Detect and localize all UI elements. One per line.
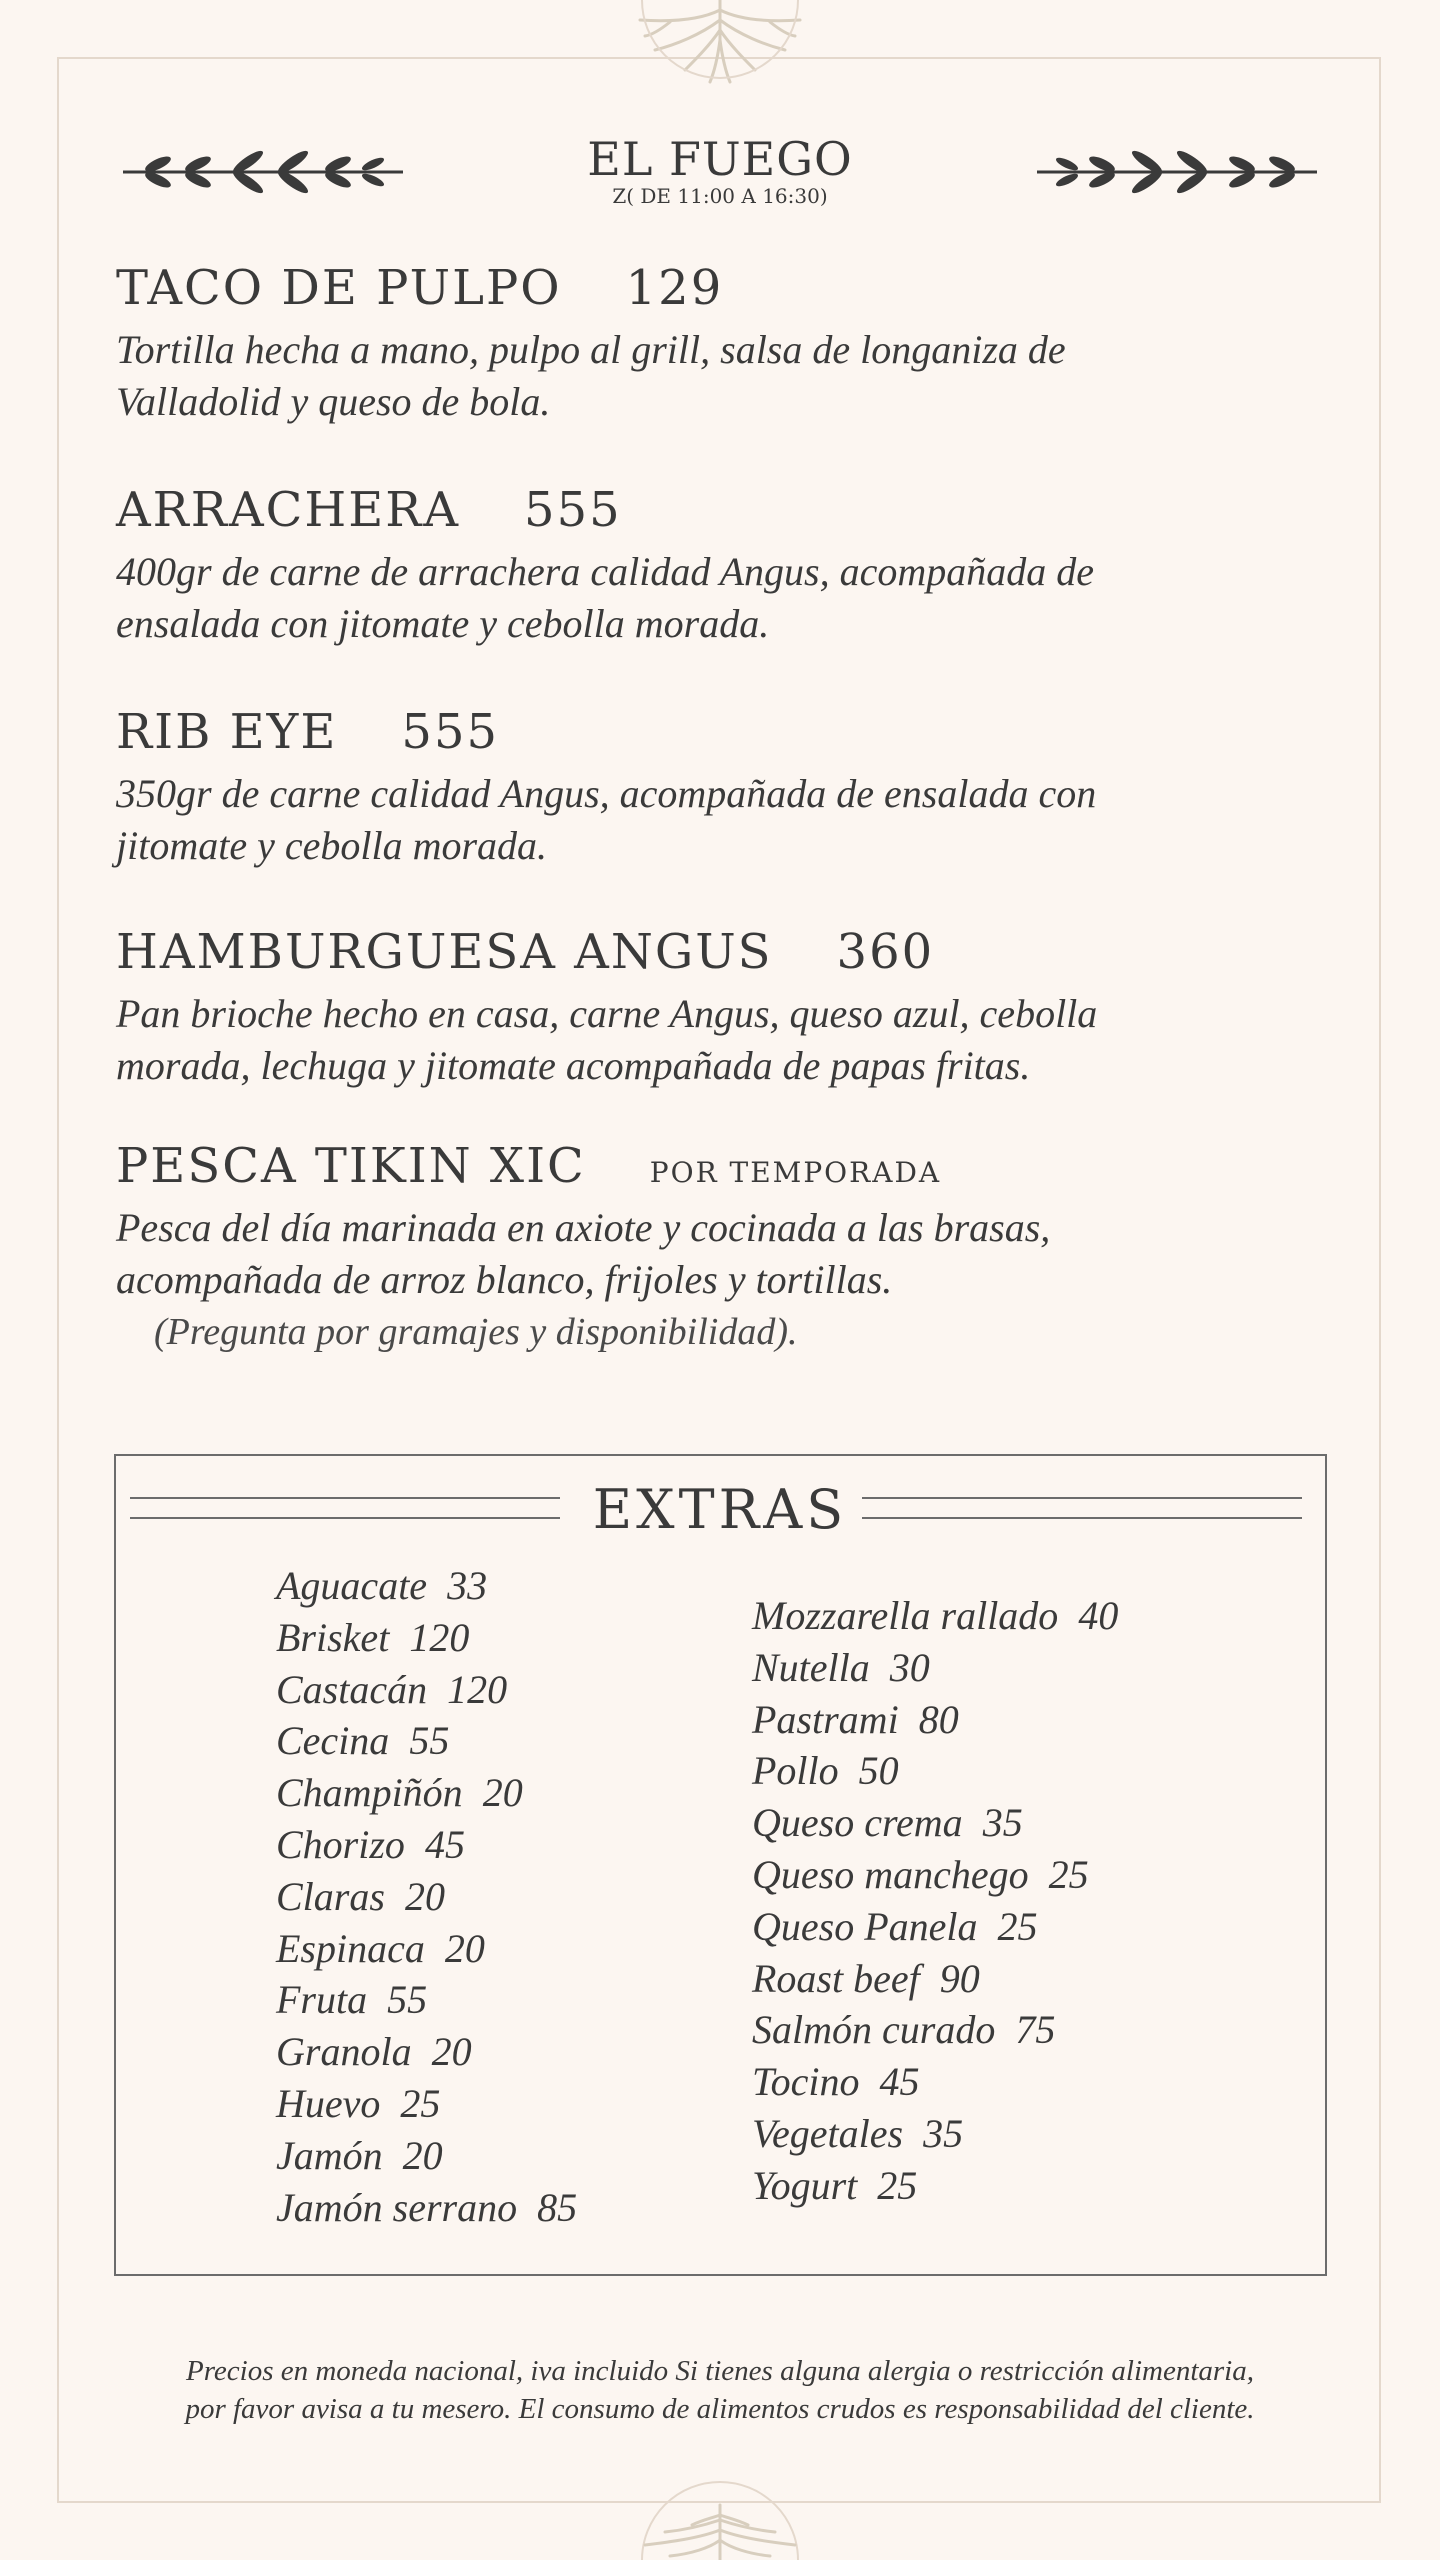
extra-name: Vegetales (752, 2110, 904, 2156)
extra-price: 45 (879, 2059, 920, 2105)
dish-item (116, 924, 1336, 1092)
extra-name: Tocino (752, 2059, 860, 2105)
extra-item (752, 1590, 1118, 1642)
dish-header (116, 260, 1336, 316)
dish-price: POR TEMPORADA (649, 1156, 942, 1189)
extra-item (752, 2004, 1118, 2056)
extra-name: Brisket (276, 1614, 390, 1660)
section-hours: Z( DE 11:00 A 16:30) (612, 184, 828, 208)
extra-price: 120 (409, 1614, 470, 1660)
dish-description-line: 400gr de carne de arrachera calidad Angus, acompañada de (116, 549, 1095, 594)
extra-name: Pollo (752, 1748, 839, 1794)
extra-price: 25 (997, 1903, 1038, 1949)
extra-item (752, 2160, 1118, 2212)
extra-item (752, 1901, 1118, 1953)
dish-description-line: acompañada de arroz blanco, frijoles y tortillas. (116, 1257, 893, 1302)
dish-note: (Pregunta por gramajes y disponibilidad). (154, 1311, 798, 1353)
extra-price: 25 (1048, 1851, 1089, 1897)
extra-price: 50 (858, 1748, 899, 1794)
tree-roots-icon (630, 0, 810, 90)
dish-description (116, 1202, 1336, 1306)
extra-price: 35 (982, 1800, 1023, 1846)
section-title: EL FUEGO (587, 132, 853, 186)
dish-description-line: 350gr de carne calidad Angus, acompañada de ensalada con (116, 771, 1097, 816)
extra-name: Fruta (276, 1977, 368, 2023)
extra-name: Nutella (752, 1644, 870, 1690)
extra-price: 80 (918, 1696, 959, 1742)
extra-item (276, 2130, 577, 2182)
dish-header (116, 704, 1336, 760)
extra-item (276, 1819, 577, 1871)
dish-description-line: Valladolid y queso de bola. (116, 379, 551, 424)
dish-name: HAMBURGUESA ANGUS (116, 924, 773, 980)
extra-price: 55 (387, 1977, 428, 2023)
extra-price: 120 (447, 1666, 508, 1712)
extra-name: Castacán (276, 1666, 428, 1712)
extra-item (276, 1560, 577, 1612)
extra-item (276, 2078, 577, 2130)
extra-price: 20 (431, 2029, 472, 2075)
extras-title: EXTRAS (592, 1478, 848, 1541)
extra-name: Pastrami (752, 1696, 899, 1742)
tree-roots-icon (630, 2470, 810, 2560)
extra-item (276, 2026, 577, 2078)
extra-price: 25 (877, 2162, 918, 2208)
dish-name: PESCA TIKIN XIC (116, 1138, 586, 1194)
extra-price: 30 (889, 1644, 930, 1690)
dish-name: RIB EYE (116, 704, 338, 760)
dish-item (116, 704, 1336, 872)
dish-item (116, 260, 1336, 428)
extra-name: Salmón curado (752, 2007, 996, 2053)
dish-name: TACO DE PULPO (116, 260, 562, 316)
extra-price: 40 (1078, 1593, 1119, 1638)
extra-name: Queso Panela (752, 1903, 978, 1949)
extra-item (276, 1612, 577, 1664)
extra-price: 85 (537, 2184, 578, 2230)
extra-item (276, 1715, 577, 1767)
dish-item (116, 1138, 1336, 1358)
extras-list-left (276, 1560, 577, 2233)
extra-price: 45 (424, 1821, 465, 1867)
extra-item (752, 1642, 1118, 1694)
extra-name: Mozzarella rallado (752, 1593, 1059, 1638)
extra-item (752, 2108, 1118, 2160)
extra-name: Aguacate (276, 1563, 428, 1608)
extra-name: Huevo (276, 2080, 381, 2126)
extra-name: Chorizo (276, 1821, 405, 1867)
extra-name: Champiñón (276, 1770, 463, 1816)
footer-line: Precios en moneda nacional, iva incluido Si tienes alguna alergia o restricción alimentaria, (185, 2355, 1254, 2387)
extra-price: 33 (447, 1563, 488, 1608)
dish-price: 555 (524, 482, 622, 538)
extras-list-right (752, 1590, 1118, 2212)
dish-description (116, 546, 1336, 650)
dish-description (116, 988, 1336, 1092)
extra-item (276, 1871, 577, 1923)
extra-name: Queso crema (752, 1800, 963, 1846)
extra-price: 20 (444, 1925, 485, 1971)
extra-price: 20 (482, 1770, 523, 1816)
extra-item (276, 1664, 577, 1716)
footer-disclaimer (0, 2352, 1440, 2428)
dish-description-line: Tortilla hecha a mano, pulpo al grill, salsa de longaniza de (116, 327, 1066, 372)
extra-name: Espinaca (276, 1925, 425, 1971)
extra-name: Claras (276, 1873, 385, 1919)
extra-item (752, 1953, 1118, 2005)
extra-item (752, 1694, 1118, 1746)
dish-description-line: jitomate y cebolla morada. (116, 823, 548, 868)
dish-description-line: morada, lechuga y jitomate acompañada de papas fritas. (116, 1043, 1031, 1088)
extra-name: Queso manchego (752, 1851, 1029, 1897)
extra-price: 20 (402, 2132, 443, 2178)
dish-description-line: ensalada con jitomate y cebolla morada. (116, 601, 770, 646)
extra-price: 90 (939, 1955, 980, 2001)
dish-item (116, 482, 1336, 650)
dish-price: 360 (836, 924, 935, 980)
dish-header (116, 924, 1336, 980)
extra-item (276, 1974, 577, 2026)
extra-price: 35 (923, 2110, 964, 2156)
dish-description-line: Pan brioche hecho en casa, carne Angus, queso azul, cebolla (116, 991, 1098, 1036)
dish-price: 129 (625, 260, 724, 316)
dish-header (116, 1138, 1336, 1194)
dish-name: ARRACHERA (116, 482, 461, 538)
extra-name: Jamón serrano (276, 2184, 518, 2230)
extra-price: 20 (404, 1873, 445, 1919)
extra-name: Yogurt (752, 2162, 858, 2208)
extra-item (276, 2182, 577, 2234)
extra-name: Cecina (276, 1718, 390, 1764)
dish-description (116, 768, 1336, 872)
extra-price: 55 (409, 1718, 450, 1764)
extra-item (276, 1767, 577, 1819)
extra-name: Granola (276, 2029, 412, 2075)
extra-item (752, 2056, 1118, 2108)
dish-description (116, 324, 1336, 428)
extra-name: Jamón (276, 2132, 383, 2178)
extra-item (752, 1745, 1118, 1797)
dish-price: 555 (401, 704, 500, 760)
extra-item (752, 1797, 1118, 1849)
dish-description-line: Pesca del día marinada en axiote y cocinada a las brasas, (116, 1205, 1051, 1250)
extra-item (752, 1849, 1118, 1901)
extra-price: 25 (400, 2080, 441, 2126)
extra-price: 75 (1015, 2007, 1056, 2053)
extra-name: Roast beef (752, 1955, 920, 2001)
dish-header (116, 482, 1336, 538)
extra-item (276, 1923, 577, 1975)
footer-line: por favor avisa a tu mesero. El consumo de alimentos crudos es responsabilidad del cliente. (185, 2393, 1255, 2425)
